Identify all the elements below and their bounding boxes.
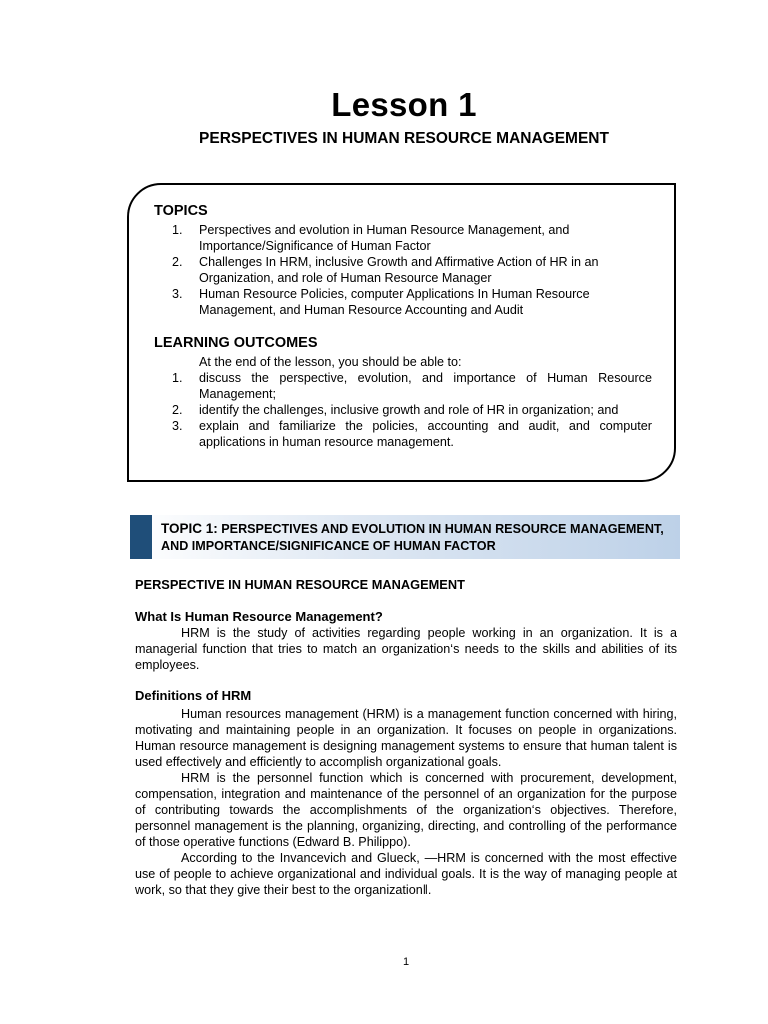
definitions-paragraphs (135, 706, 677, 898)
paragraph-text: According to the Invancevich and Glueck, ―HRM is concerned with the most effective use of people to achieve organizational and individual goals. It is the way of managing people at work, so that they give their best to the organization‖. (135, 851, 677, 897)
list-item-number: 3. (172, 419, 183, 433)
list-item-number: 1. (172, 223, 183, 237)
lesson-subtitle: PERSPECTIVES IN HUMAN RESOURCE MANAGEMENT (199, 130, 609, 147)
topic-1-banner (130, 515, 680, 559)
list-item-number: 3. (172, 287, 183, 301)
what-is-hrm-paragraph (135, 625, 677, 673)
list-item (172, 418, 652, 450)
learning-outcomes-heading: LEARNING OUTCOMES (154, 335, 318, 351)
topics-list (172, 222, 652, 318)
definitions-heading: Definitions of HRM (135, 688, 252, 703)
list-item (172, 254, 652, 286)
page-number: 1 (402, 956, 410, 968)
list-item-text: Human Resource Policies, computer Applications In Human Resource Management, and Human Resource Accounting and Audit (199, 287, 590, 317)
lesson-title: Lesson 1 (331, 86, 477, 123)
topic-1-heading (161, 520, 671, 555)
topics-heading: TOPICS (154, 203, 208, 219)
topic-1-title: PERSPECTIVES AND EVOLUTION IN HUMAN RESOURCE MANAGEMENT, AND IMPORTANCE/SIGNIFICANCE OF HUMAN FACTOR (161, 522, 664, 553)
list-item-number: 1. (172, 371, 183, 385)
outcomes-intro: At the end of the lesson, you should be able to: (199, 355, 462, 369)
what-is-hrm-heading: What Is Human Resource Management? (135, 609, 383, 624)
banner-accent-bar (130, 515, 152, 559)
list-item-number: 2. (172, 403, 183, 417)
list-item-text: explain and familiarize the policies, accounting and audit, and computer applications in human resource management. (199, 419, 652, 449)
list-item-text: Challenges In HRM, inclusive Growth and Affirmative Action of HR in an Organization, and role of Human Resource Manager (199, 255, 599, 285)
topic-1-label: TOPIC 1: (161, 521, 218, 536)
list-item-text: discuss the perspective, evolution, and importance of Human Resource Management; (199, 371, 652, 401)
list-item (172, 222, 652, 254)
paragraph-text: HRM is the study of activities regarding people working in an organization. It is a managerial function that tries to match an organization‘s needs to the skills and abilities of its employees. (135, 626, 677, 672)
section-heading: PERSPECTIVE IN HUMAN RESOURCE MANAGEMENT (135, 577, 465, 592)
list-item (172, 370, 652, 402)
list-item-text: identify the challenges, inclusive growth and role of HR in organization; and (199, 403, 619, 417)
paragraph-text: Human resources management (HRM) is a management function concerned with hiring, motivating and maintaining people in an organization. It focuses on people in organizations. Human resource management is designing management systems to ensure that human talent is used effectively and efficiently to accomplish organizational goals. (135, 707, 677, 769)
paragraph-text: HRM is the personnel function which is concerned with procurement, development, compensation, integration and maintenance of the personnel of an organization for the purpose of contributing towards the accomplishments of the organization‘s objectives. Therefore, personnel management is the planning, organizing, directing, and controlling of the performance of those operative functions (Edward B. Philippo). (135, 771, 677, 849)
list-item (172, 402, 652, 418)
list-item-number: 2. (172, 255, 183, 269)
learning-outcomes-list (172, 354, 652, 450)
list-item-text: Perspectives and evolution in Human Resource Management, and Importance/Significance of Human Factor (199, 223, 570, 253)
list-item (172, 286, 652, 318)
